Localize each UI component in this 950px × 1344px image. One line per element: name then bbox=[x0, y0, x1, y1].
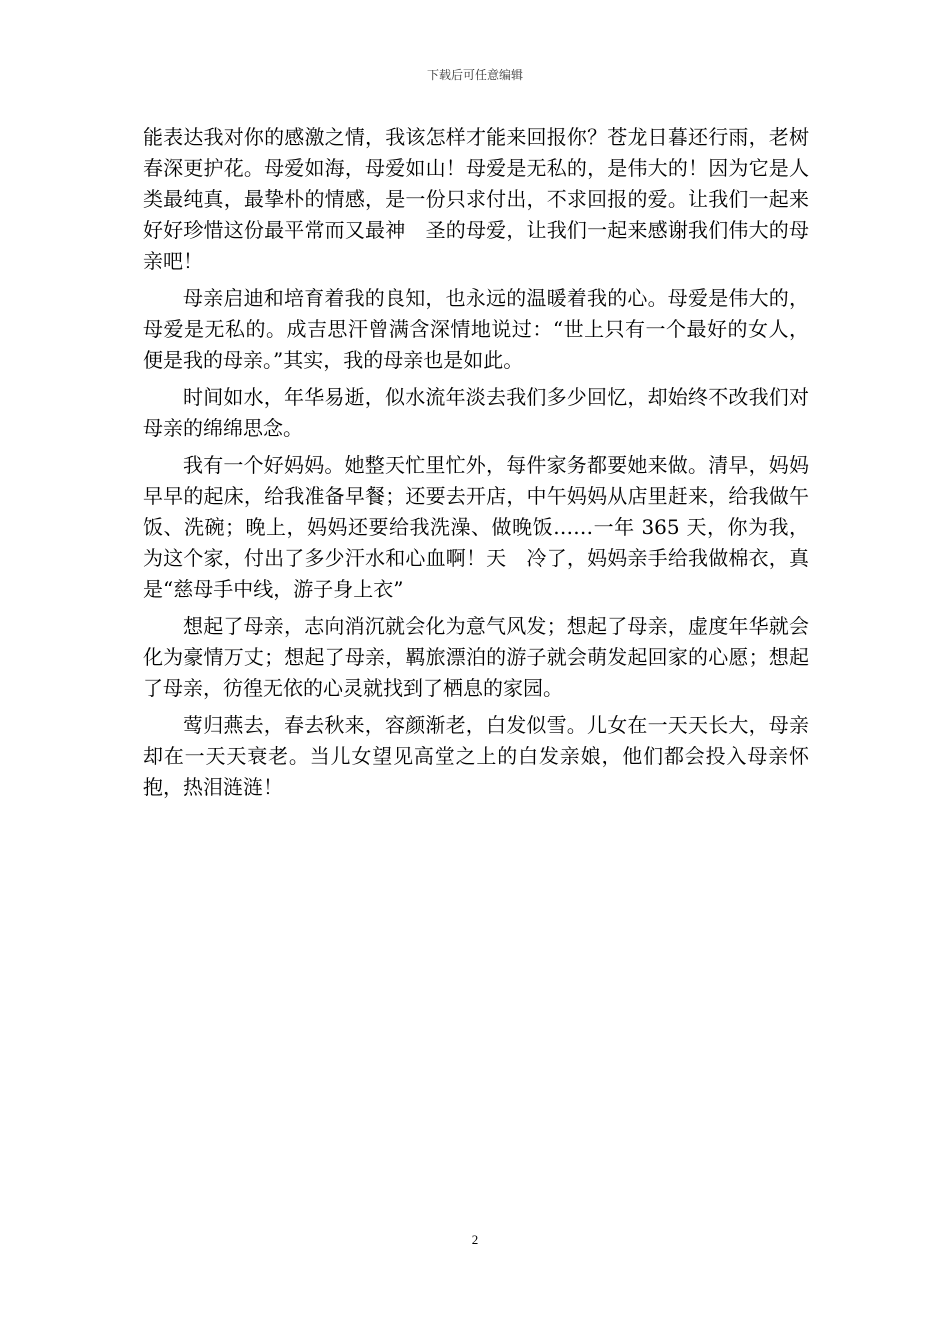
paragraph: 母亲启迪和培育着我的良知，也永远的温暖着我的心。母爱是伟大的，母爱是无私的。成吉思汗曾满含深情地说过：“世上只有一个最好的女人，便是我的母亲。”其实，我的母亲也是如此。 bbox=[143, 286, 809, 372]
paragraph: 想起了母亲，志向消沉就会化为意气风发；想起了母亲，虚度年华就会化为豪情万丈；想起了母亲，羁旅漂泊的游子就会萌发起回家的心愿；想起了母亲，彷徨无依的心灵就找到了栖息的家园。 bbox=[143, 614, 809, 700]
paragraph: 我有一个好妈妈。她整天忙里忙外，每件家务都要她来做。清早，妈妈早早的起床，给我准备早餐；还要去开店，中午妈妈从店里赶来，给我做午饭、洗碗；晚上，妈妈还要给我洗澡、做晚饭……一年 365 天，你为我，为这个家，付出了多少汗水和心血啊！天 冷了，妈妈亲手给我做棉衣，真是“慈母手中线，游子身上衣” bbox=[143, 453, 809, 601]
paragraph: 莺归燕去，春去秋来，容颜渐老，白发似雪。儿女在一天天长大，母亲却在一天天衰老。当儿女望见高堂之上的白发亲娘，他们都会投入母亲怀抱，热泪涟涟！ bbox=[143, 713, 809, 799]
document-body bbox=[143, 122, 809, 809]
page-number: 2 bbox=[471, 1232, 479, 1247]
paragraph-continued: 能表达我对你的感激之情，我该怎样才能来回报你？苍龙日暮还行雨，老树春深更护花。母爱如海，母爱如山！母爱是无私的，是伟大的！因为它是人类最纯真，最挚朴的情感，是一份只求付出，不求回报的爱。让我们一起来好好珍惜这份最平常而又最神 圣的母爱，让我们一起来感谢我们伟大的母亲吧！ bbox=[143, 125, 809, 273]
page-header: 下载后可任意编辑 bbox=[426, 68, 523, 82]
paragraph: 时间如水，年华易逝，似水流年淡去我们多少回忆，却始终不改我们对母亲的绵绵思念。 bbox=[143, 385, 809, 440]
